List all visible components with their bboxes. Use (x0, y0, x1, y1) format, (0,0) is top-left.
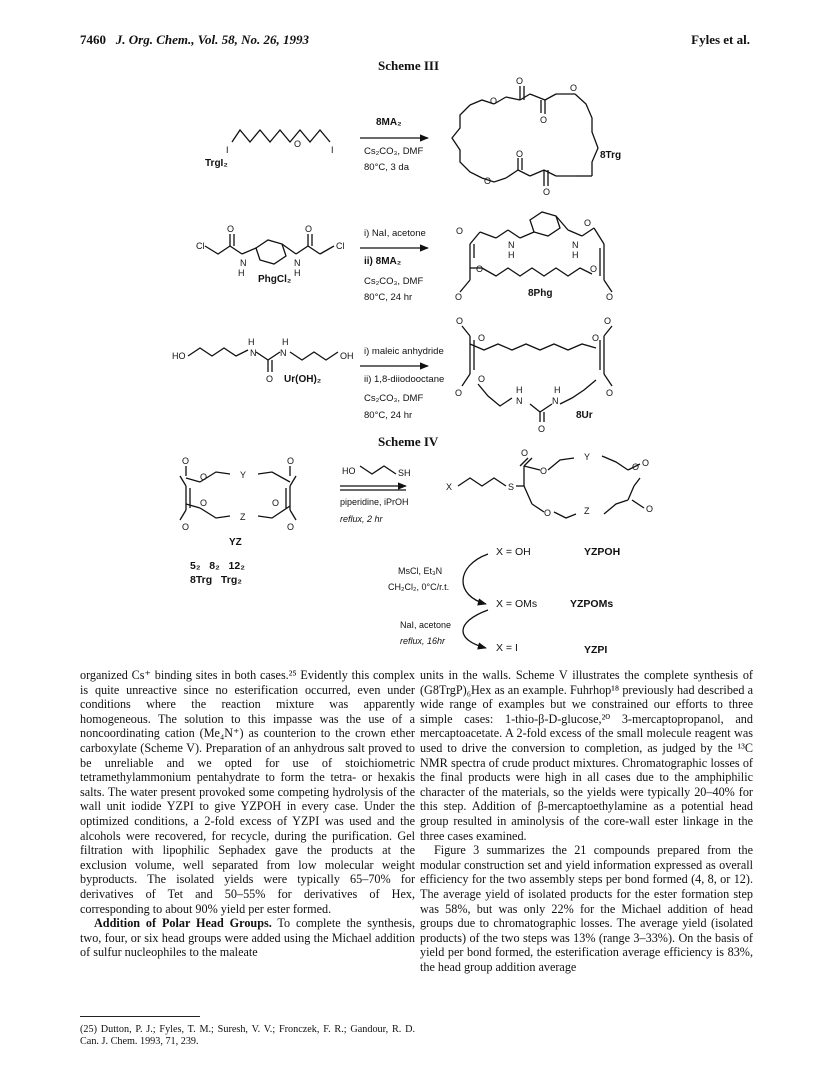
svg-text:O: O (544, 508, 552, 518)
scheme-4-title: Scheme IV (378, 434, 439, 449)
footnote-rule (80, 1016, 200, 1017)
svg-text:O: O (476, 264, 484, 274)
r1-reagent-mid: Cs₂CO₃, DMF (364, 146, 424, 157)
svg-text:H: H (554, 385, 561, 395)
svg-text:O: O (484, 176, 492, 186)
svg-text:H: H (248, 337, 255, 347)
svg-text:OH: OH (340, 351, 354, 361)
mercaptopropanol-structure (360, 466, 396, 474)
r2-reagent-bot: 80°C, 24 hr (364, 292, 413, 303)
svg-text:O: O (540, 466, 548, 476)
section-heading-head-groups: Addition of Polar Head Groups. (94, 916, 272, 931)
yzpoh-label: YZPOH (584, 546, 621, 558)
right-column (420, 668, 753, 974)
svg-text:Cl: Cl (196, 241, 205, 251)
yzpoms-label: YZPOMs (570, 598, 614, 610)
x-oh-label: X = OH (496, 546, 531, 558)
svg-text:O: O (490, 96, 498, 106)
svg-text:N: N (516, 396, 523, 406)
svg-text:O: O (632, 462, 640, 472)
svg-text:O: O (590, 264, 598, 274)
svg-text:N: N (552, 396, 559, 406)
yz-variants-top: 5₂ 8₂ 12₂ (190, 560, 245, 572)
svg-text:N: N (280, 348, 287, 358)
mesylation-reagent: MsCl, Et₃N (398, 566, 443, 576)
svg-text:O: O (538, 424, 546, 434)
8phg-label: 8Phg (528, 288, 553, 299)
left-column (80, 668, 415, 960)
svg-text:O: O (592, 333, 600, 343)
r1-reagent-top: 8MA₂ (376, 117, 402, 128)
yz-variants-bottom: 8Trg Trg₂ (190, 574, 242, 586)
svg-text:O: O (305, 224, 313, 234)
r2-reagent-mid: Cs₂CO₃, DMF (364, 276, 424, 287)
iodination-reagent: NaI, acetone (400, 620, 452, 630)
r1-reagent-bot: 80°C, 3 da (364, 162, 409, 173)
svg-text:O: O (200, 498, 208, 508)
svg-text:O: O (272, 498, 280, 508)
left-paragraph-2 (80, 916, 415, 960)
8trg-macrocycle (452, 86, 598, 186)
svg-text:O: O (478, 333, 486, 343)
8ur-label: 8Ur (576, 410, 593, 421)
left-paragraph-1: organized Cs⁺ binding sites in both cases.²⁵ Evidently this complex is quite unreactive since no esterification occurred, even under conditions where the reaction mixture was apparently homogeneous. The solution to this impasse was the use of a noncoordinating cation (Me₄N⁺) as counterion to the crown ether carboxylate (Scheme V). Preparation of an anhydrous salt proved to be unreliable and we opted for use of stoichiometric tetramethylammonium pentahydrate to form the tetra- or hexakis salts. The water present provoked some competing hydrolysis of the wall unit iodide YZPI to give YZPOH in every case. Under the optimized conditions, a 2-fold excess of YZPI was used and the alcohols were recovered, for recycle, during the purification. Gel filtration with lipophilic Sephadex gave the products at the exclusion volume, well separated from low molecular weight byproducts. The isolated yields were typically 65–70% for derivatives of Tet and 50–55% for derivatives of Hex, corresponding to about 90% yield per ester formed. (80, 668, 415, 916)
yzpi-label: YZPI (584, 644, 608, 656)
yz-macrocycle (180, 466, 296, 520)
r3-step1: i) maleic anhydride (364, 346, 444, 357)
iodination-conditions: reflux, 16hr (400, 636, 446, 646)
svg-text:I: I (331, 145, 334, 155)
left-paragraph-2-text: To complete the synthesis, two, four, or six head groups were added using the Michael addition of sulfur nucleophiles to the maleate (80, 916, 415, 960)
svg-text:Z: Z (240, 512, 246, 522)
svg-text:O: O (516, 76, 524, 86)
svg-text:O: O (642, 458, 650, 468)
x-oms-label: X = OMs (496, 598, 538, 610)
svg-text:N: N (294, 258, 301, 268)
svg-text:H: H (572, 250, 579, 260)
mesylation-conditions: CH₂Cl₂, 0°C/r.t. (388, 582, 450, 592)
svg-text:O: O (516, 149, 524, 159)
r2-step1: i) NaI, acetone (364, 228, 426, 239)
reagent-sh: SH (398, 468, 411, 478)
svg-text:N: N (508, 240, 515, 250)
r3-reagent-bot: 80°C, 24 hr (364, 410, 413, 421)
svg-text:Cl: Cl (336, 241, 345, 251)
svg-text:H: H (294, 268, 301, 278)
svg-text:H: H (282, 337, 289, 347)
svg-text:O: O (521, 448, 529, 458)
svg-text:O: O (287, 456, 295, 466)
svg-text:O: O (227, 224, 235, 234)
svg-text:O: O (606, 292, 614, 302)
svg-text:O: O (540, 115, 548, 125)
phgcl2-structure (205, 234, 334, 264)
svg-text:I: I (226, 145, 229, 155)
svg-text:O: O (606, 388, 614, 398)
svg-text:H: H (238, 268, 245, 278)
svg-text:O: O (646, 504, 654, 514)
svg-text:Z: Z (584, 506, 590, 516)
svg-text:HO: HO (172, 351, 186, 361)
svg-text:O: O (287, 522, 295, 532)
reagent-ho: HO (342, 466, 356, 476)
iodination-arrow (463, 610, 488, 648)
svg-text:O: O (182, 456, 190, 466)
scheme-4-reagent-bot: reflux, 2 hr (340, 514, 383, 524)
mesylation-arrow (463, 554, 488, 604)
svg-text:O: O (455, 292, 463, 302)
yz-label: YZ (229, 537, 242, 548)
svg-text:O: O (570, 83, 578, 93)
x-i-label: X = I (496, 642, 518, 654)
r3-step2: ii) 1,8-diiodooctane (364, 374, 445, 385)
trgi2-label: TrgI₂ (205, 158, 228, 169)
svg-text:O: O (456, 226, 464, 236)
phgcl2-label: PhgCl₂ (258, 274, 292, 285)
trgi2-structure (232, 130, 330, 142)
svg-text:H: H (516, 385, 523, 395)
svg-text:O: O (478, 374, 486, 384)
svg-text:O: O (455, 388, 463, 398)
running-header-authors: Fyles et al. (691, 32, 750, 47)
svg-text:Y: Y (584, 452, 591, 462)
right-paragraph-2: Figure 3 summarizes the 21 compounds prepared from the modular construction set and yield information expressed as overall efficiency for the two assembly steps per bond formed (4, 8, or 12). The average yield of isolated products for the ester formation step was 58%, but was only 22% for the Michael addition of head groups due to chromatographic losses. The average yield (isolated products) of the two steps was 13% (range 3–33%). On the basis of yield per bond formed, the esterification average efficiency is 83%, the head group addition average (420, 843, 753, 974)
svg-text:O: O (182, 522, 190, 532)
r2-step2: ii) 8MA₂ (364, 256, 402, 267)
svg-text:S: S (508, 482, 515, 492)
page-number: 7460 (80, 32, 106, 47)
svg-text:H: H (508, 250, 515, 260)
svg-text:O: O (294, 139, 302, 149)
scheme-3-title: Scheme III (378, 58, 440, 73)
svg-text:O: O (266, 374, 274, 384)
svg-text:N: N (250, 348, 257, 358)
svg-text:N: N (240, 258, 247, 268)
svg-text:N: N (572, 240, 579, 250)
svg-text:O: O (543, 187, 551, 197)
svg-text:X: X (446, 482, 453, 492)
svg-text:O: O (200, 472, 208, 482)
right-paragraph-1: units in the walls. Scheme V illustrates the complete synthesis of (G8TrgP)₆Hex as an example. Fuhrhop¹⁸ previously had described a wide range of examples but we constrained our efforts to three simple cases: 1-thio-β-D-glucose,²⁰ 3-mercaptopropanol, and mercaptoacetate. A 2-fold excess of the small molecule reagent was used to drive the conversion to completion, as judged by the ¹³C NMR spectra of crude product mixtures. Chromatographic losses of the final products were high in all cases due to the amphiphilic character of the materials, so the yields were typically 20–40% for this step. Addition of β-mercaptoethylamine as a potential head group resulted in aminolysis of the core-wall ester linkage in the three cases examined. (420, 668, 753, 843)
footnote-25: (25) Dutton, P. J.; Fyles, T. M.; Suresh, V. V.; Fronczek, F. R.; Gandour, R. D. Can. J. Chem. 1993, 71, 239. (80, 1024, 415, 1047)
r3-reagent-mid: Cs₂CO₃, DMF (364, 393, 424, 404)
journal-citation: J. Org. Chem., Vol. 58, No. 26, 1993 (115, 32, 309, 47)
svg-text:O: O (604, 316, 612, 326)
8trg-label: 8Trg (600, 150, 622, 161)
svg-text:Y: Y (240, 470, 247, 480)
svg-text:O: O (456, 316, 464, 326)
ur-oh2-structure (188, 348, 338, 372)
ur-oh2-label: Ur(OH)₂ (284, 374, 322, 385)
svg-text:O: O (584, 218, 592, 228)
scheme-4-reagent-mid: piperidine, iPrOH (340, 497, 409, 507)
